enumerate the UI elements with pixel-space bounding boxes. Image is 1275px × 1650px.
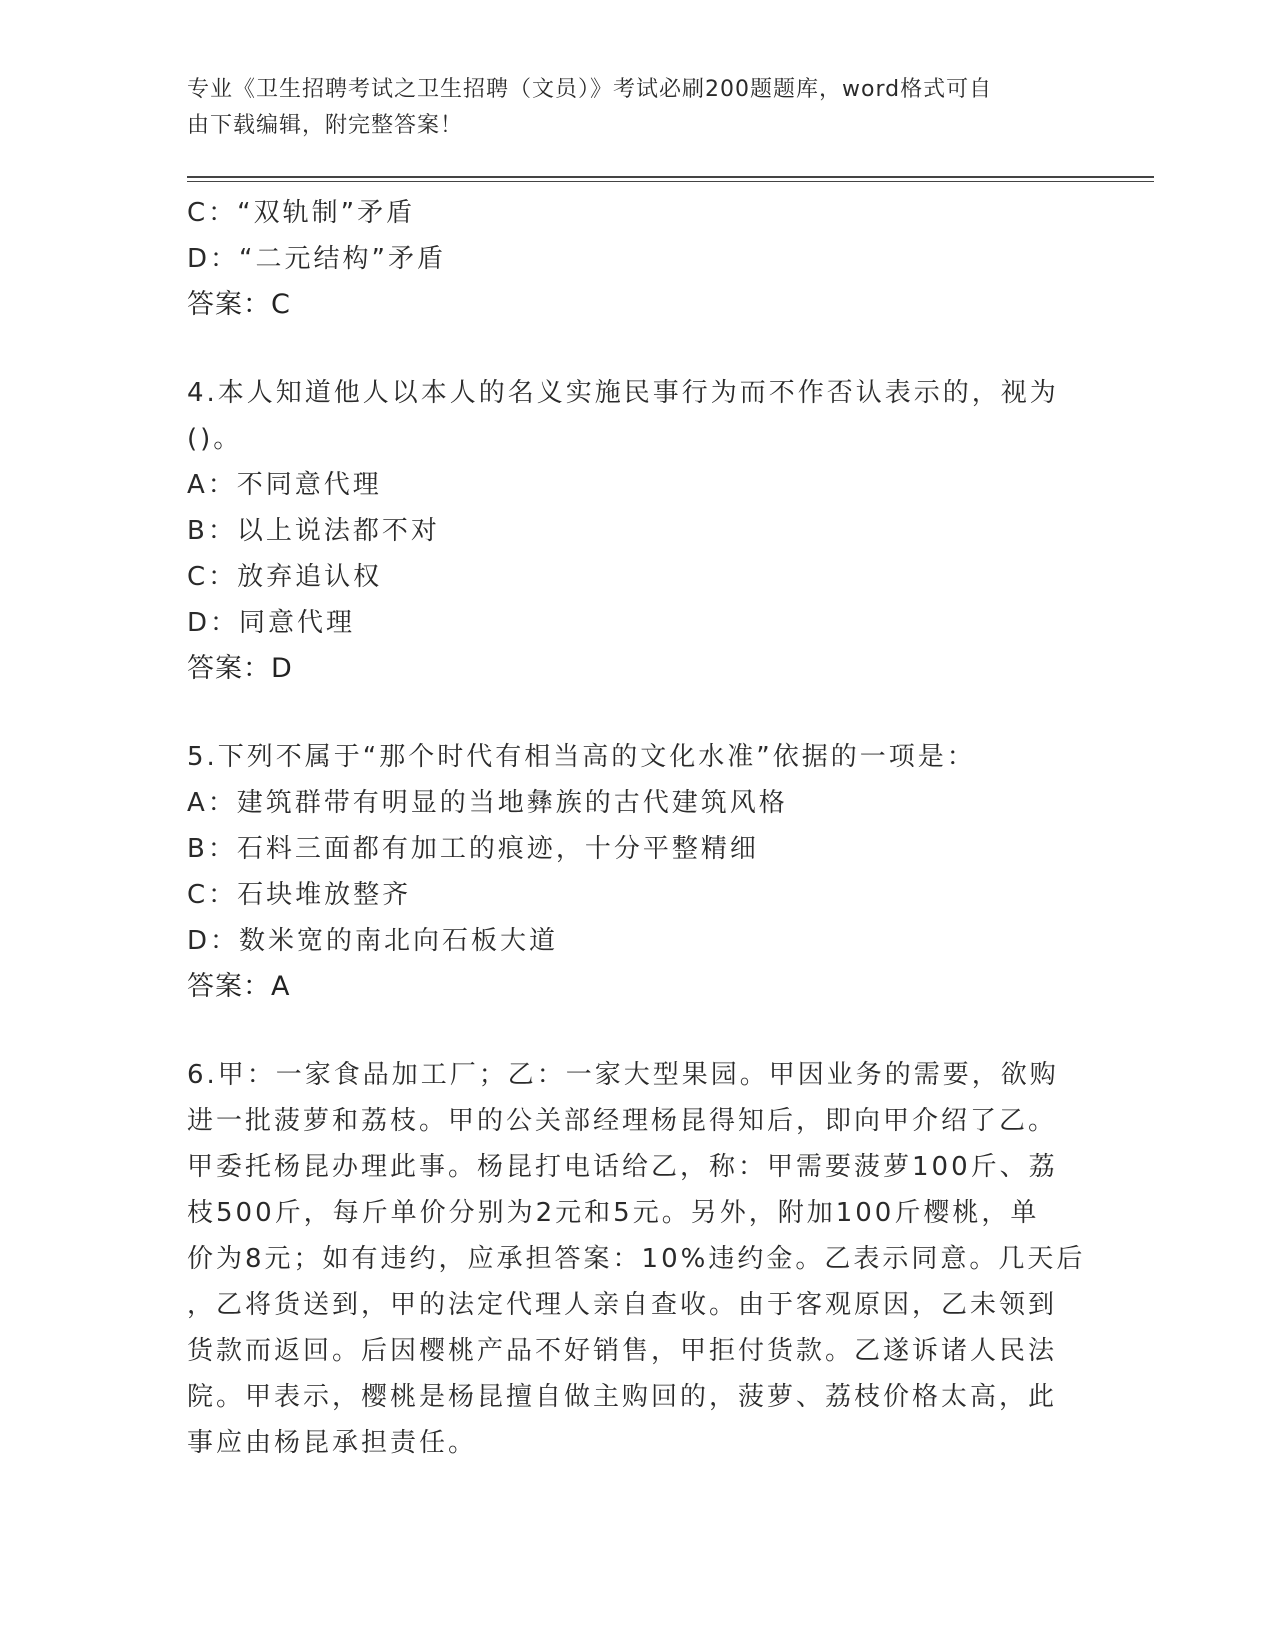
option-b: B：以上说法都不对 (187, 516, 440, 546)
option-a: A：建筑群带有明显的当地彝族的古代建筑风格 (187, 788, 788, 818)
question-text-line: 院。甲表示，樱桃是杨昆擅自做主购回的，菠萝、荔枝价格太高，此 (187, 1382, 1058, 1412)
question-3-tail (187, 190, 1067, 328)
question-text-line-2: ()。 (187, 424, 243, 454)
header-line-1: 专业《卫生招聘考试之卫生招聘（文员）》考试必刷200题题库，word格式可自 (187, 77, 993, 102)
question-text-line: 6.甲：一家食品加工厂；乙：一家大型果园。甲因业务的需要，欲购 (187, 1060, 1059, 1090)
question-text-line: 进一批菠萝和荔枝。甲的公关部经理杨昆得知后，即向甲介绍了乙。 (187, 1106, 1058, 1136)
option-d: D：“二元结构”矛盾 (187, 244, 446, 274)
question-text-line: 货款而返回。后因樱桃产品不好销售，甲拒付货款。乙遂诉诸人民法 (187, 1336, 1058, 1366)
question-text-line: 甲委托杨昆办理此事。杨昆打电话给乙，称：甲需要菠萝100斤、荔 (187, 1152, 1058, 1182)
page-header (187, 72, 1067, 144)
question-text-line: 价为8元；如有违约，应承担答案：10%违约金。乙表示同意。几天后 (187, 1244, 1086, 1274)
question-text: 5.下列不属于“那个时代有相当高的文化水准”依据的一项是： (187, 742, 976, 772)
answer: 答案：A (187, 971, 291, 1002)
option-c: C：石块堆放整齐 (187, 880, 412, 910)
question-6 (187, 1052, 1086, 1466)
header-divider-thin (187, 181, 1154, 182)
answer: 答案：C (187, 289, 291, 320)
spacer (187, 1010, 1067, 1052)
question-text-line: ，乙将货送到，甲的法定代理人亲自查收。由于客观原因，乙未领到 (187, 1290, 1058, 1320)
option-a: A：不同意代理 (187, 470, 382, 500)
question-text-line-1: 4.本人知道他人以本人的名义实施民事行为而不作否认表示的，视为 (187, 378, 1059, 408)
spacer (187, 328, 1067, 370)
question-text-line: 事应由杨昆承担责任。 (187, 1428, 478, 1458)
header-line-2: 由下载编辑，附完整答案！ (187, 113, 464, 138)
option-c: C：放弃追认权 (187, 562, 383, 592)
option-c: C：“双轨制”矛盾 (187, 198, 416, 228)
option-d: D：同意代理 (187, 608, 356, 638)
option-b: B：石料三面都有加工的痕迹，十分平整精细 (187, 834, 759, 864)
document-body (187, 190, 1086, 1466)
question-5 (187, 734, 1067, 1010)
question-4 (187, 370, 1067, 692)
option-d: D：数米宽的南北向石板大道 (187, 926, 559, 956)
header-divider-thick (187, 176, 1154, 178)
spacer (187, 692, 1067, 734)
answer: 答案：D (187, 653, 293, 684)
question-text-line: 枝500斤，每斤单价分别为2元和5元。另外，附加100斤樱桃，单 (187, 1198, 1040, 1228)
